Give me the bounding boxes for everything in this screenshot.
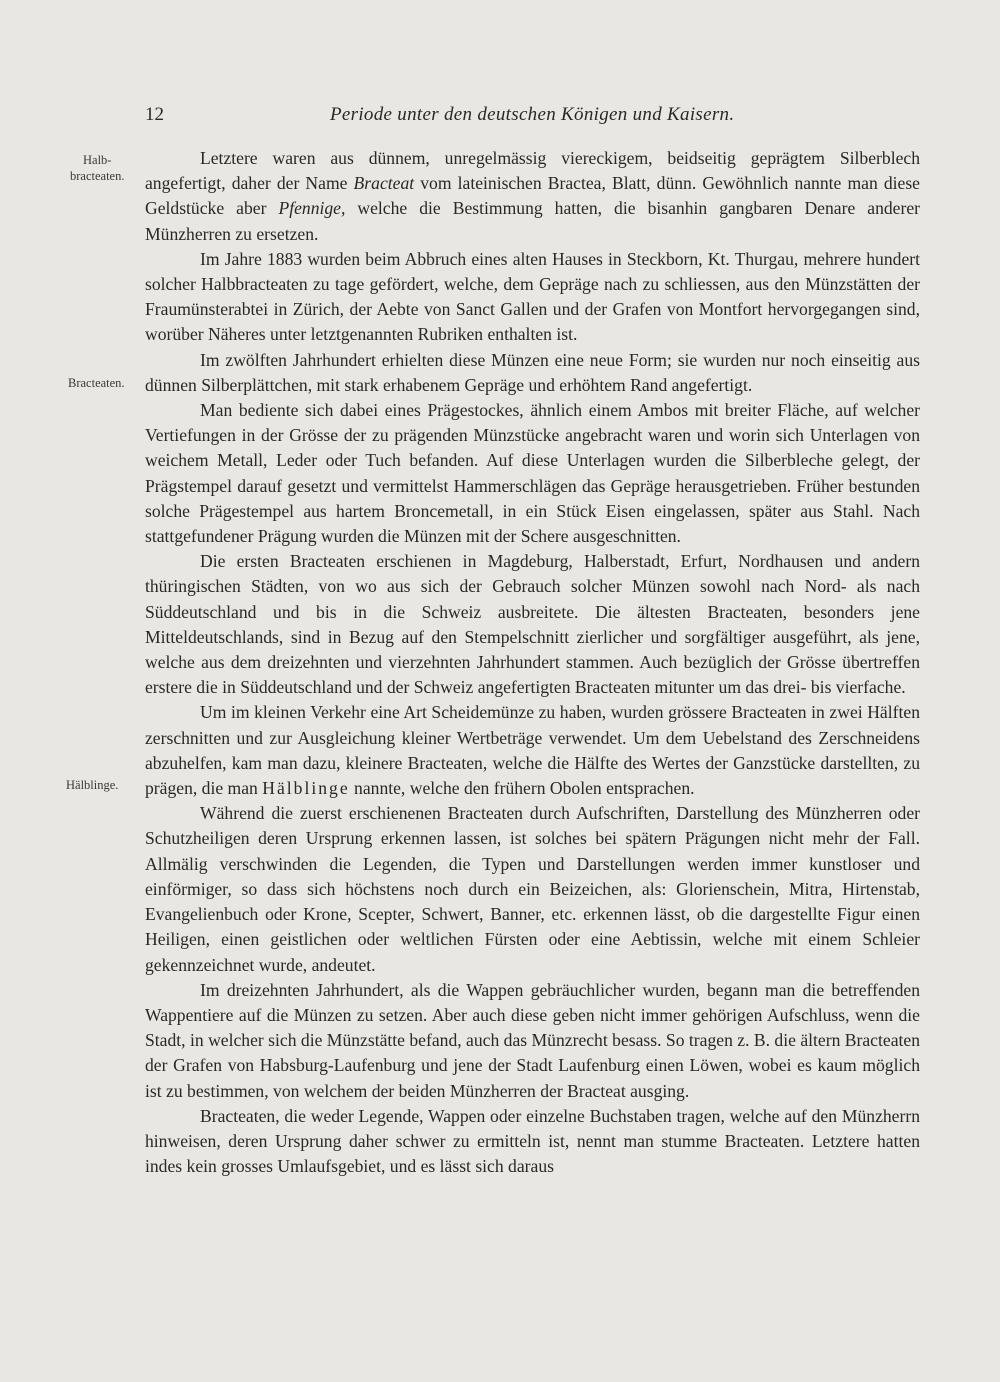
sidenote-haelblinge-label: Hälblinge.	[66, 778, 119, 792]
page-number: 12	[145, 104, 164, 125]
body-text	[145, 146, 920, 1179]
sidenote-bracteaten	[68, 375, 125, 391]
paragraph-legends: Während die zuerst erschienenen Bracteaten durch Aufschriften, Darstellung des Münzherren oder Schutzheiligen deren Ursprung erkennen lassen, ist solches bei spätern Prägungen nicht mehr der Fall. Allmälig verschwinden die Legenden, die Typen und Darstellungen werden immer kunstloser und einförmiger, so dass sich höchstens noch durch ein Beizeichen, als: Glorienschein, Mitra, Hirtenstab, Evangelienbuch oder Krone, Scepter, Schwert, Banner, etc. erkennen lässt, ob die dargestellte Figur einen Heiligen, einen geistlichen oder weltlichen Fürsten oder eine Aebtissin, welche mit einem Schleier gekennzeichnet wurde, andeutet.	[145, 803, 920, 975]
paragraph-bracteaten-form: Im zwölften Jahrhundert erhielten diese Münzen eine neue Form; sie wurden nur noch einseitig aus dünnen Silberplättchen, mit stark erhabenem Gepräge und erhöhtem Rand angefertigt.	[145, 349, 920, 395]
paragraph-6-part-a: Um im kleinen Verkehr eine Art Scheidemünze zu haben, wurden grössere Bracteaten in zwei Hälften zerschnitten und zur Ausgleichung kleiner Wertbeträge verwendet. Um dem Uebelstand des Zerschneidens abzuhelfen, kam man dazu, kleinere Bracteaten, welche die Hälfte des Wertes der Ganzstücke darstellten, zu prägen, die man	[145, 702, 920, 799]
paragraph-1-part-b: vom lateinischen Bractea, Blatt, dünn. Gewöhnlich nannte man diese Geldstücke aber	[145, 173, 920, 219]
term-bracteat: Bracteat	[353, 173, 415, 194]
sidenote-haelblinge	[66, 777, 118, 793]
paragraph-stumme-bracteaten: Bracteaten, die weder Legende, Wappen oder einzelne Buchstaben tragen, welche auf den Münzherrn hinweisen, deren Ursprung daher schwer zu ermitteln ist, nennt man stumme Bracteaten. Letztere hatten indes kein grosses Umlaufsgebiet, und es lässt sich daraus	[145, 1105, 920, 1177]
paragraph-1-part-a: Letztere waren aus dünnem, unregelmässig viereckigem, beidseitig geprägtem Silberblech angefertigt, daher der Name	[145, 148, 920, 194]
sidenote-bracteaten-label: Bracteaten.	[68, 376, 125, 390]
paragraph-6-part-b: nannte, welche den frühern Obolen entsprachen.	[349, 778, 695, 799]
sidenote-halbbracteaten-line1: Halb-	[83, 153, 112, 167]
paragraph-first-bracteaten: Die ersten Bracteaten erschienen in Magdeburg, Halberstadt, Erfurt, Nordhausen und andern thüringischen Städten, von wo aus sich der Gebrauch solcher Münzen sowohl nach Nord- als nach Süddeutschland und bis in die Schweiz ausbreitete. Die ältesten Bracteaten, besonders jene Mitteldeutschlands, sind in Bezug auf den Stempelschnitt zierlicher und sorgfältiger ausgeführt, als jene, welche aus dem dreizehnten und vierzehnten Jahrhundert stammen. Auch bezüglich der Grösse übertreffen erstere die in Süddeutschland und der Schweiz angefertigten Bracteaten mitunter um das drei- bis vierfache.	[145, 551, 920, 698]
running-title: Periode unter den deutschen Königen und Kaisern.	[330, 104, 735, 125]
term-pfennige: Pfennige,	[278, 198, 346, 219]
term-haelblinge: Hälblinge	[262, 778, 350, 799]
sidenote-halbbracteaten-line2: bracteaten.	[70, 169, 125, 183]
paragraph-steckborn-find: Im Jahre 1883 wurden beim Abbruch eines alten Hauses in Steckborn, Kt. Thurgau, mehrere hundert solcher Halbbracteaten zu tage gefördert, welche, dem Gepräge nach zu schliessen, aus den Münzstätten der Fraumünsterabtei in Zürich, der Aebte von Sanct Gallen und der Grafen von Montfort hervorgegangen sind, worüber Näheres unter letztgenannten Rubriken enthalten ist.	[145, 248, 920, 345]
paragraph-wappen: Im dreizehnten Jahrhundert, als die Wappen gebräuchlicher wurden, begann man die betreffenden Wappentiere auf die Münzen zu setzen. Aber auch diese geben nicht immer gehörigen Aufschluss, wenn die Stadt, in welcher sich die Münzstätte befand, auch das Münzrecht besass. So tragen z. B. die ältern Bracteaten der Grafen von Habsburg-Laufenburg und jene der Stadt Laufenburg einen Löwen, wobei es kaum möglich ist zu bestimmen, von welchem der beiden Münzherren der Bracteat ausging.	[145, 979, 920, 1101]
paragraph-halbbracteaten	[145, 146, 920, 247]
page-header	[145, 104, 915, 134]
paragraph-haelblinge	[145, 700, 920, 801]
sidenote-halbbracteaten	[70, 152, 124, 184]
paragraph-praegestock: Man bediente sich dabei eines Prägestockes, ähnlich einem Ambos mit breiter Fläche, auf welcher Vertiefungen in der Grösse der zu prägenden Münzstücke angebracht waren und worin sich Unterlagen von weichem Metall, Leder oder Tuch befanden. Auf diese Unterlagen wurden die Silberbleche gelegt, der Prägstempel darauf gesetzt und vermittelst Hammerschlägen das Gepräge herausgetrieben. Früher bestunden solche Prägestempel aus hartem Broncemetall, in ein Stück Eisen eingelassen, später aus Stahl. Nach stattgefundener Prägung wurden die Münzen mit der Schere ausgeschnitten.	[145, 400, 920, 547]
paragraph-1-part-c: welche die Bestimmung hatten, die bisanhin gangbaren Denare anderer Münzherren zu ersetzen.	[145, 198, 921, 244]
